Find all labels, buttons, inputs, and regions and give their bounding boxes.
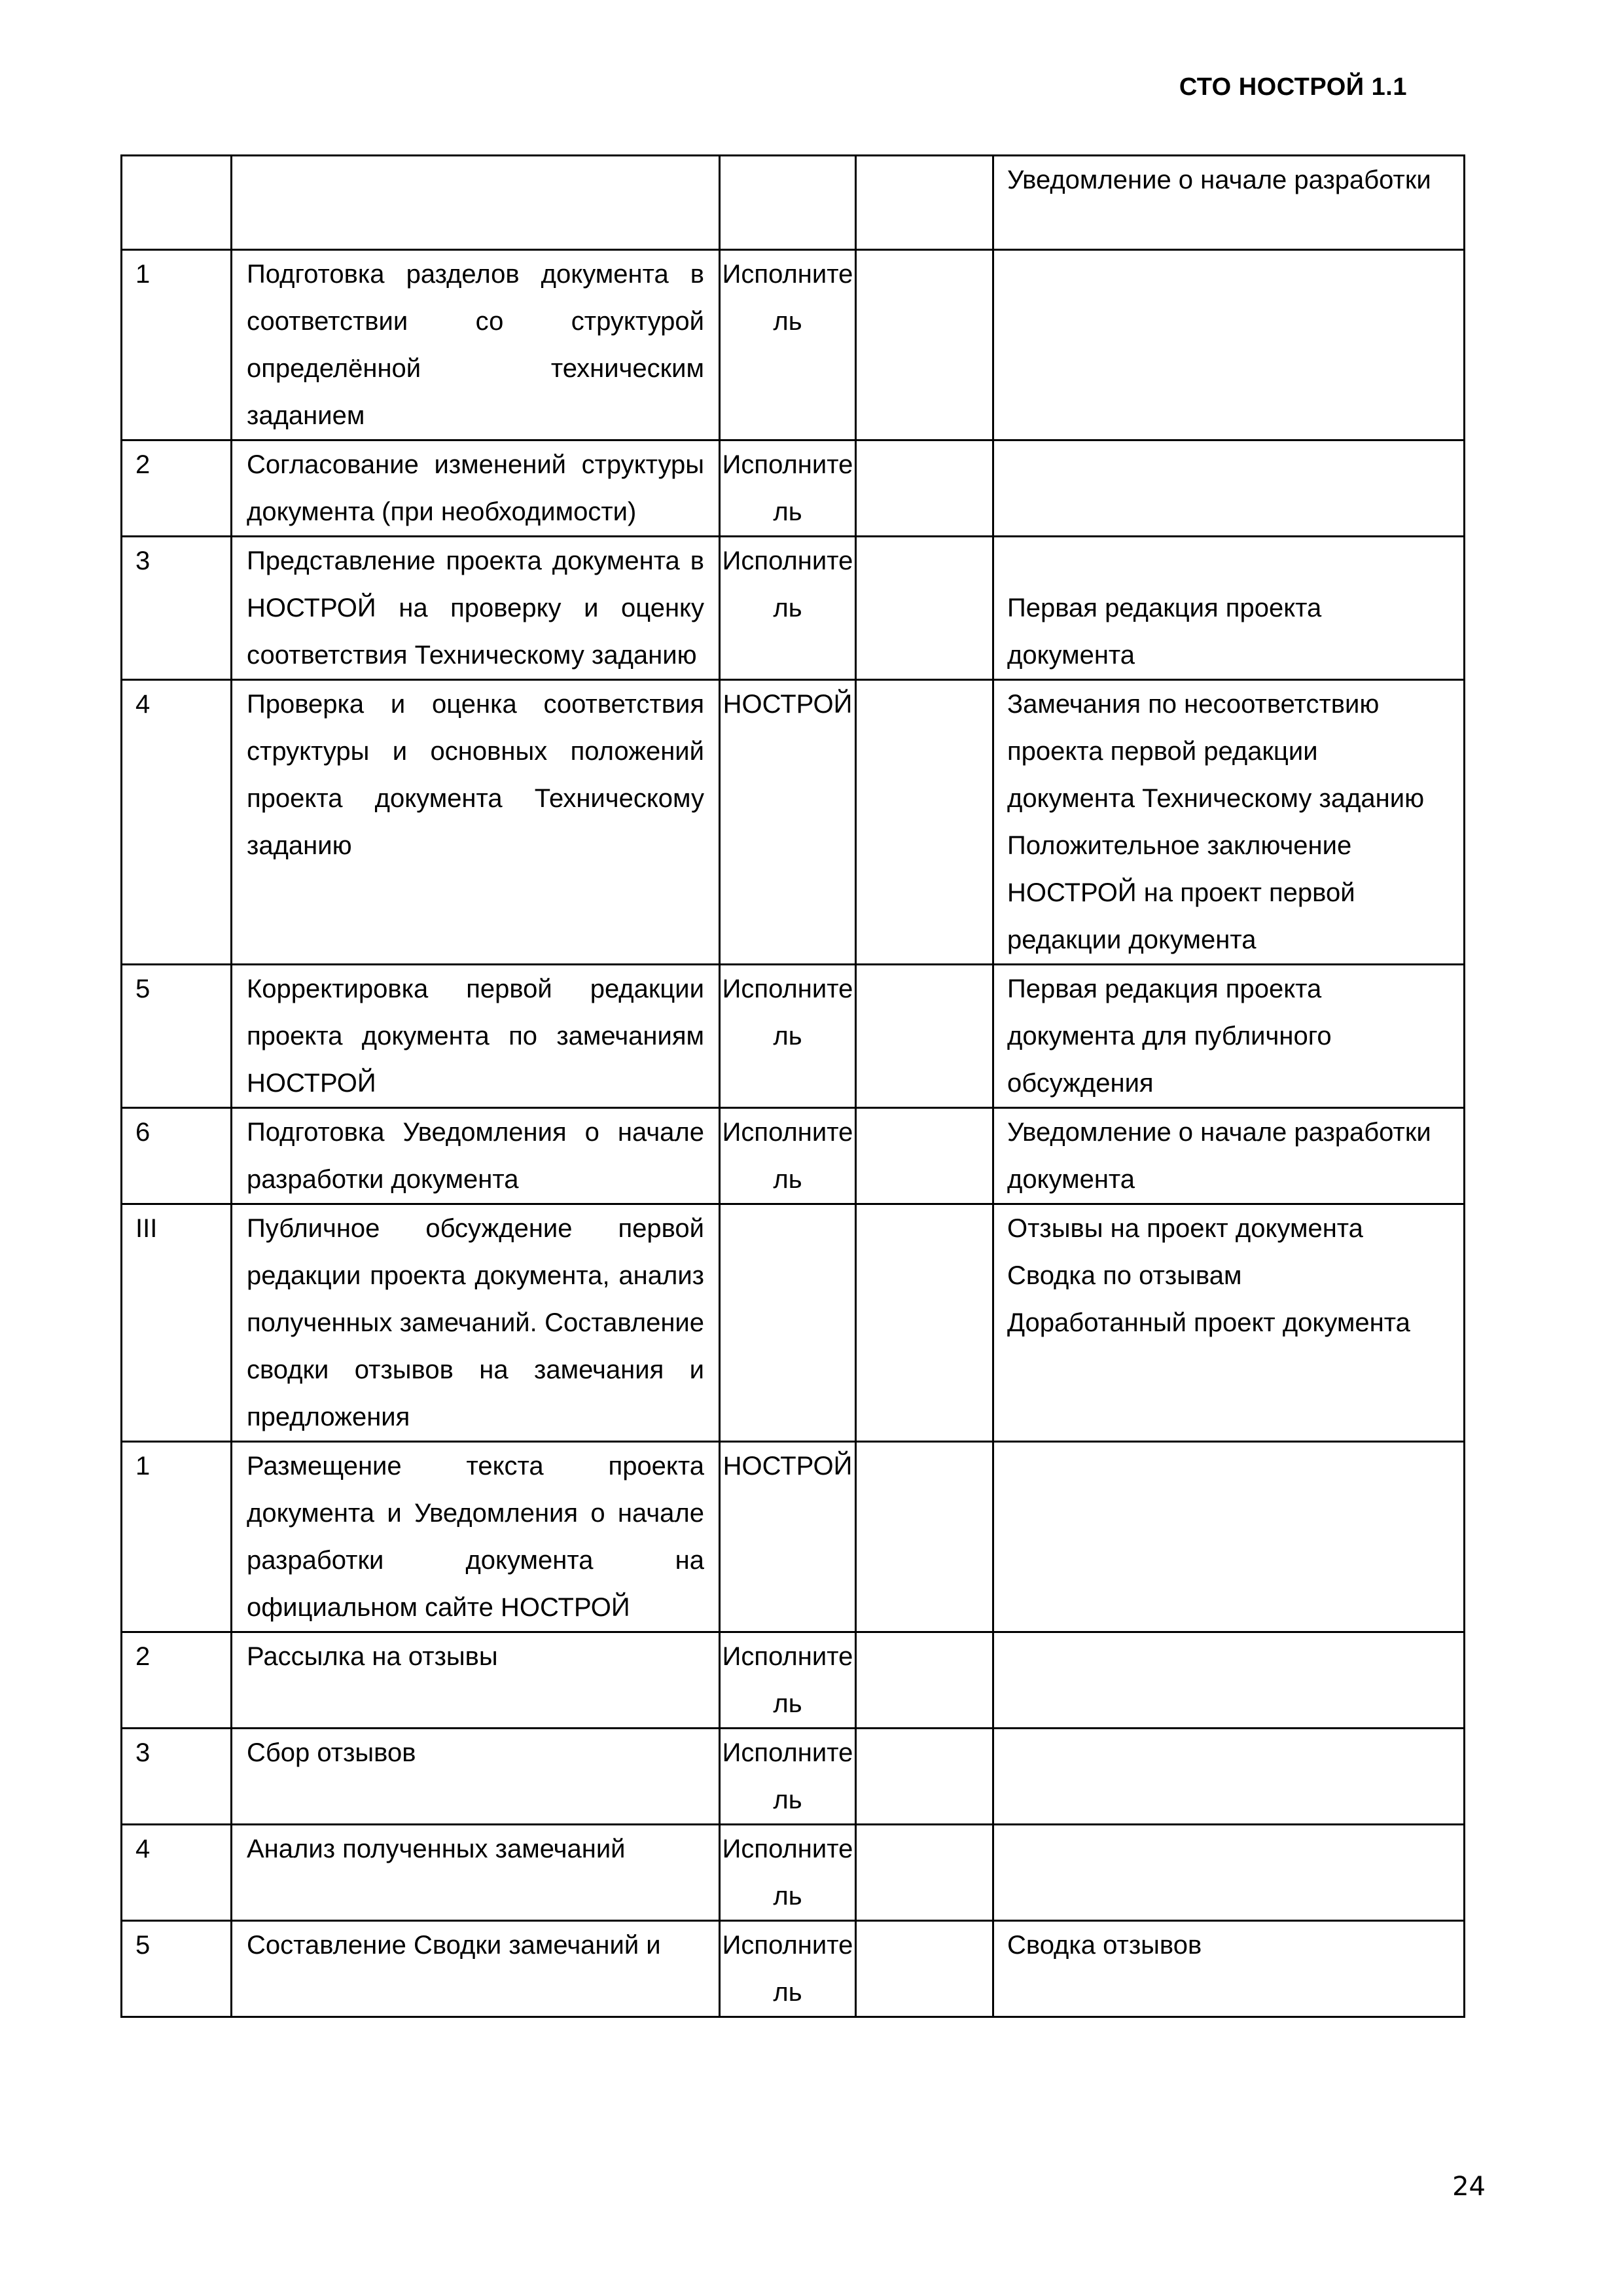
task-cell: Публичное обсуждение первой редакции проекта документа, анализ полученных замечаний. Составление сводки отзывов на замечания и предложения [232, 1204, 720, 1442]
row-number-cell: 1 [122, 1442, 232, 1632]
row-number-cell: 5 [122, 1921, 232, 2017]
result-cell [993, 537, 1465, 680]
work-plan-table [120, 154, 1465, 2018]
result-line: Уведомление о начале разработки [1007, 166, 1431, 194]
result-cell [993, 680, 1465, 965]
row-number-cell: 3 [122, 1729, 232, 1825]
result-spacer [1007, 537, 1450, 584]
task-cell: Подготовка Уведомления о начале разработки документа [232, 1108, 720, 1204]
table-row [122, 1108, 1465, 1204]
executor-cell: Исполнитель [720, 537, 856, 680]
result-cell [993, 1204, 1465, 1442]
term-cell [856, 1921, 993, 2017]
executor-cell: Исполнитель [720, 1108, 856, 1204]
term-cell [856, 250, 993, 440]
result-line: Уведомление о начале разработки документа [1007, 1118, 1431, 1194]
task-cell: Корректировка первой редакции проекта документа по замечаниям НОСТРОЙ [232, 965, 720, 1108]
document-code-header: СТО НОСТРОЙ 1.1 [1179, 73, 1407, 101]
row-number-cell: 1 [122, 250, 232, 440]
result-line: Отзывы на проект документа [1007, 1214, 1363, 1243]
row-number-cell [122, 156, 232, 250]
task-cell: Составление Сводки замечаний и [232, 1921, 720, 2017]
row-number-cell: 2 [122, 1632, 232, 1729]
executor-cell [720, 1204, 856, 1442]
row-number-cell: 2 [122, 440, 232, 537]
task-cell: Подготовка разделов документа в соответствии со структурой определённой техническим заданием [232, 250, 720, 440]
table-row [122, 1825, 1465, 1921]
result-cell [993, 1632, 1465, 1729]
executor-cell: Исполнитель [720, 1921, 856, 2017]
row-number-cell: 3 [122, 537, 232, 680]
table-row [122, 440, 1465, 537]
result-cell [993, 965, 1465, 1108]
result-line: Первая редакция проекта документа для публичного обсуждения [1007, 975, 1332, 1098]
executor-cell: НОСТРОЙ [720, 1442, 856, 1632]
term-cell [856, 1442, 993, 1632]
result-cell [993, 1825, 1465, 1921]
executor-cell: Исполнитель [720, 440, 856, 537]
table-row [122, 965, 1465, 1108]
table-row [122, 250, 1465, 440]
table-row [122, 1921, 1465, 2017]
row-number-cell: 6 [122, 1108, 232, 1204]
result-line: Сводка отзывов [1007, 1931, 1202, 1960]
result-cell [993, 250, 1465, 440]
term-cell [856, 537, 993, 680]
table-row [122, 1442, 1465, 1632]
task-cell: Размещение текста проекта документа и Уведомления о начале разработки документа на официальном сайте НОСТРОЙ [232, 1442, 720, 1632]
executor-cell: НОСТРОЙ [720, 680, 856, 965]
term-cell [856, 1729, 993, 1825]
row-number-cell: 4 [122, 1825, 232, 1921]
executor-cell: Исполнитель [720, 1729, 856, 1825]
task-cell [232, 156, 720, 250]
result-cell [993, 1921, 1465, 2017]
page-number: 24 [1452, 2172, 1486, 2202]
row-number-cell: 4 [122, 680, 232, 965]
term-cell [856, 965, 993, 1108]
table-row [122, 680, 1465, 965]
executor-cell: Исполнитель [720, 965, 856, 1108]
term-cell [856, 1108, 993, 1204]
result-line: Первая редакция проекта документа [1007, 594, 1322, 670]
executor-cell: Исполнитель [720, 1825, 856, 1921]
result-line: Сводка по отзывам [1007, 1261, 1242, 1290]
table-row [122, 1204, 1465, 1442]
term-cell [856, 440, 993, 537]
task-cell: Проверка и оценка соответствия структуры и основных положений проекта документа Техническому заданию [232, 680, 720, 965]
task-cell: Анализ полученных замечаний [232, 1825, 720, 1921]
executor-cell: Исполнитель [720, 1632, 856, 1729]
result-cell [993, 1108, 1465, 1204]
executor-cell: Исполнитель [720, 250, 856, 440]
executor-cell [720, 156, 856, 250]
table-row [122, 1729, 1465, 1825]
term-cell [856, 680, 993, 965]
table-row [122, 156, 1465, 250]
task-cell: Согласование изменений структуры документа (при необходимости) [232, 440, 720, 537]
result-line: Замечания по несоответствию проекта первой редакции документа Техническому заданию [1007, 690, 1425, 813]
table-row [122, 1632, 1465, 1729]
result-line: Положительное заключение НОСТРОЙ на проект первой редакции документа [1007, 831, 1355, 954]
task-cell: Рассылка на отзывы [232, 1632, 720, 1729]
term-cell [856, 1632, 993, 1729]
result-cell [993, 440, 1465, 537]
term-cell [856, 1204, 993, 1442]
row-number-cell: 5 [122, 965, 232, 1108]
table-row [122, 537, 1465, 680]
term-cell [856, 156, 993, 250]
task-cell: Сбор отзывов [232, 1729, 720, 1825]
row-number-cell: III [122, 1204, 232, 1442]
result-cell [993, 156, 1465, 250]
task-cell: Представление проекта документа в НОСТРОЙ на проверку и оценку соответствия Техническому заданию [232, 537, 720, 680]
result-cell [993, 1729, 1465, 1825]
result-line: Доработанный проект документа [1007, 1308, 1410, 1337]
table-body [122, 156, 1465, 2017]
term-cell [856, 1825, 993, 1921]
result-cell [993, 1442, 1465, 1632]
